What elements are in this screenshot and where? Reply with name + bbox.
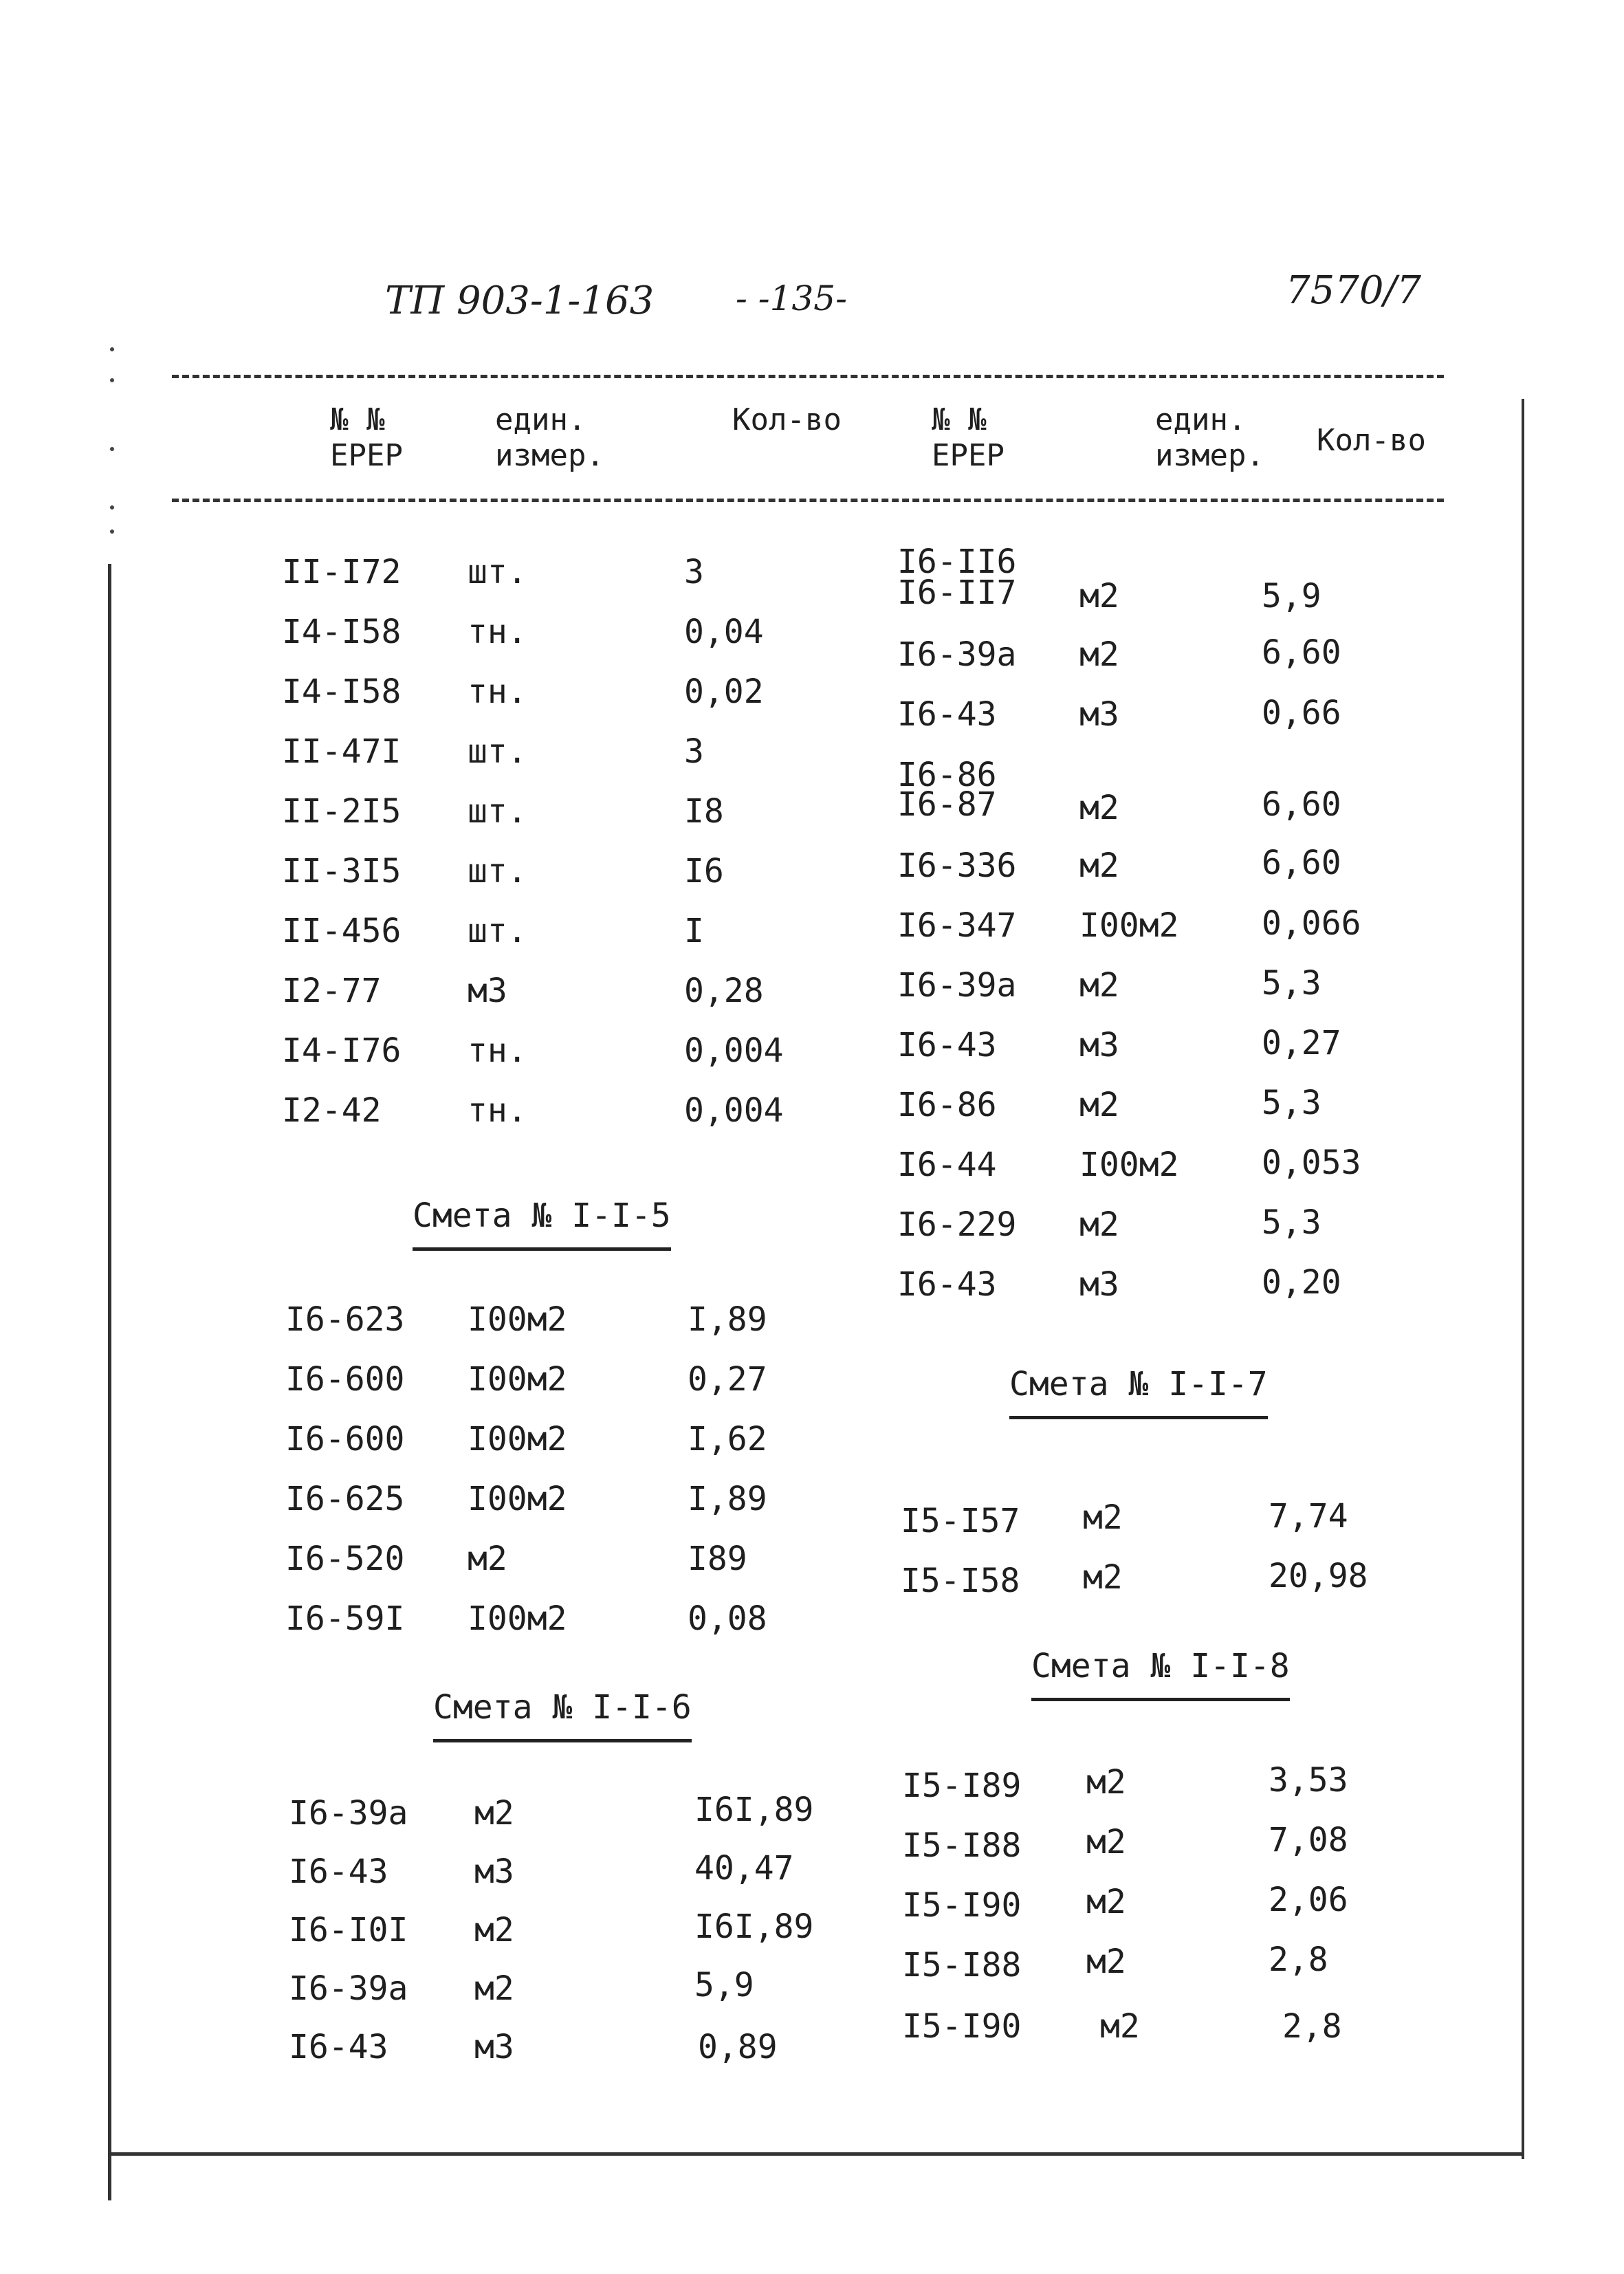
table-cell-qty: I — [684, 912, 704, 950]
section-heading-smeta-1-1-5: Смета № I-I-5 — [413, 1196, 671, 1251]
table-cell-unit: тн. — [468, 1031, 527, 1070]
table-cell-unit: I00м2 — [1079, 1146, 1179, 1184]
table-cell-qty: 0,02 — [684, 673, 764, 711]
table-cell-code: I6-39а — [289, 1794, 408, 1833]
table-cell-code: I6-I0I — [289, 1911, 408, 1949]
table-cell-qty: 5,9 — [1262, 577, 1321, 615]
table-cell-unit: м2 — [1100, 2007, 1140, 2046]
table-cell-unit: шт. — [468, 912, 527, 950]
table-cell-unit: м2 — [474, 1911, 514, 1949]
scan-mark — [110, 529, 114, 534]
table-cell-code: I6-43 — [897, 1265, 997, 1304]
table-cell-unit: I00м2 — [1079, 906, 1179, 945]
table-cell-code: I6-347 — [897, 906, 1017, 945]
table-cell-unit: м3 — [1079, 695, 1119, 734]
table-cell-qty: 0,04 — [684, 613, 764, 651]
table-cell-unit: м3 — [474, 2028, 514, 2066]
section-heading-smeta-1-1-8: Смета № I-I-8 — [1031, 1647, 1290, 1701]
column-header-qty-left: Кол-во — [732, 402, 842, 437]
table-cell-unit: м2 — [1079, 846, 1119, 885]
table-cell-code: I6-86 — [897, 1086, 997, 1124]
table-cell-qty: 2,8 — [1269, 1940, 1328, 1979]
table-cell-code: I5-I90 — [902, 1886, 1022, 1925]
table-cell-qty: I89 — [688, 1540, 747, 1578]
table-cell-unit: I00м2 — [468, 1420, 567, 1458]
table-cell-unit: м3 — [468, 972, 507, 1010]
table-cell-unit: м2 — [1079, 577, 1119, 615]
table-cell-qty: I6I,89 — [694, 1907, 814, 1946]
table-cell-unit: м3 — [1079, 1026, 1119, 1064]
table-cell-code: I6-520 — [285, 1540, 405, 1578]
table-cell-code: I6-39а — [897, 635, 1017, 674]
table-cell-code: II-47I — [282, 732, 402, 771]
table-cell-qty: 3,53 — [1269, 1761, 1348, 1800]
table-cell-code: I5-I89 — [902, 1767, 1022, 1805]
table-cell-code: I6-39а — [289, 1969, 408, 2008]
table-cell-code: I6-229 — [897, 1205, 1017, 1244]
table-cell-code: I6-86 — [897, 756, 997, 794]
table-cell-unit: I00м2 — [468, 1599, 567, 1638]
table-cell-unit: м3 — [1079, 1265, 1119, 1304]
table-cell-code: I6-43 — [289, 2028, 388, 2066]
table-cell-code: I2-77 — [282, 972, 382, 1010]
table-cell-code: I4-I58 — [282, 613, 402, 651]
table-cell-unit: м2 — [1079, 1086, 1119, 1124]
table-cell-qty: 0,27 — [688, 1360, 767, 1399]
table-cell-unit: тн. — [468, 1091, 527, 1130]
table-cell-qty: 5,3 — [1262, 1084, 1321, 1122]
table-cell-qty: 6,60 — [1262, 785, 1341, 824]
table-cell-qty: I,89 — [688, 1480, 767, 1518]
table-cell-qty: 0,27 — [1262, 1024, 1341, 1062]
table-cell-code: I6-43 — [897, 695, 997, 734]
table-cell-qty: 7,74 — [1269, 1497, 1348, 1535]
table-cell-code: I6-44 — [897, 1146, 997, 1184]
table-cell-unit: м2 — [1086, 1883, 1126, 1921]
table-cell-code: I6-39а — [897, 966, 1017, 1005]
table-cell-code: I6-43 — [897, 1026, 997, 1064]
page-number: - -135- — [736, 278, 848, 318]
table-cell-unit: м2 — [1086, 1823, 1126, 1861]
table-cell-code: I6-II6 — [897, 543, 1017, 581]
table-cell-qty: 0,08 — [688, 1599, 767, 1638]
table-cell-qty: 0,89 — [698, 2028, 778, 2066]
sheet-reference: 7570/7 — [1286, 268, 1422, 313]
table-cell-unit: м2 — [1083, 1498, 1123, 1537]
table-cell-qty: 5,3 — [1262, 1203, 1321, 1242]
table-cell-unit: I00м2 — [468, 1480, 567, 1518]
table-cell-qty: 2,06 — [1269, 1881, 1348, 1919]
table-cell-code: I5-I57 — [901, 1502, 1020, 1540]
table-cell-qty: I6 — [684, 852, 724, 890]
table-cell-code: II-3I5 — [282, 852, 402, 890]
table-cell-unit: м2 — [468, 1540, 507, 1578]
table-cell-qty: 20,98 — [1269, 1557, 1368, 1595]
table-cell-qty: 7,08 — [1269, 1821, 1348, 1859]
scan-mark — [110, 447, 114, 451]
table-cell-code: II-456 — [282, 912, 402, 950]
table-cell-code: I5-I58 — [901, 1562, 1020, 1600]
table-cell-code: I6-43 — [289, 1852, 388, 1891]
table-cell-code: I6-336 — [897, 846, 1017, 885]
table-cell-unit: I00м2 — [468, 1360, 567, 1399]
document-code: ТП 903-1-163 — [385, 278, 655, 323]
table-cell-unit: тн. — [468, 673, 527, 711]
scan-mark — [110, 505, 114, 510]
column-header-code-left: № № ЕРЕР — [330, 402, 403, 473]
right-frame-line — [1522, 399, 1524, 2159]
bottom-frame-line — [108, 2152, 1524, 2156]
table-cell-qty: 0,28 — [684, 972, 764, 1010]
table-cell-qty: I,89 — [688, 1300, 767, 1339]
table-cell-unit: м2 — [1079, 966, 1119, 1005]
table-cell-unit: шт. — [468, 792, 527, 831]
table-cell-qty: I8 — [684, 792, 724, 831]
column-header-qty-right: Кол-во — [1317, 423, 1426, 458]
table-cell-unit: шт. — [468, 732, 527, 771]
table-cell-unit: тн. — [468, 613, 527, 651]
table-cell-qty: 0,053 — [1262, 1144, 1361, 1182]
table-cell-code: I5-I88 — [902, 1946, 1022, 1985]
column-header-unit-left: един. измер. — [495, 402, 604, 473]
table-cell-code: I6-623 — [285, 1300, 405, 1339]
table-cell-unit: м2 — [1083, 1558, 1123, 1597]
table-cell-unit: м3 — [474, 1852, 514, 1891]
section-heading-smeta-1-1-7: Смета № I-I-7 — [1009, 1365, 1268, 1419]
table-cell-qty: 6,60 — [1262, 633, 1341, 672]
table-cell-qty: 6,60 — [1262, 844, 1341, 882]
table-cell-qty: 3 — [684, 553, 704, 591]
scan-mark — [110, 347, 114, 351]
table-cell-code: I6-II7 — [897, 573, 1017, 612]
table-cell-code: II-I72 — [282, 553, 402, 591]
scan-mark — [110, 378, 114, 382]
table-cell-code: I6-59I — [285, 1599, 405, 1638]
table-cell-qty: I6I,89 — [694, 1791, 814, 1829]
table-cell-unit: м2 — [1079, 635, 1119, 674]
table-cell-code: I6-600 — [285, 1360, 405, 1399]
table-cell-unit: шт. — [468, 852, 527, 890]
table-cell-qty: 2,8 — [1282, 2007, 1342, 2046]
table-cell-code: I6-87 — [897, 785, 997, 824]
header-bottom-dashed-rule — [172, 499, 1444, 502]
table-cell-code: II-2I5 — [282, 792, 402, 831]
table-cell-code: I4-I58 — [282, 673, 402, 711]
table-cell-unit: I00м2 — [468, 1300, 567, 1339]
column-header-code-right: № № ЕРЕР — [932, 402, 1005, 473]
table-cell-qty: 0,066 — [1262, 904, 1361, 943]
table-cell-code: I6-600 — [285, 1420, 405, 1458]
table-cell-code: I5-I88 — [902, 1826, 1022, 1865]
table-cell-qty: 0,20 — [1262, 1263, 1341, 1302]
table-cell-qty: 3 — [684, 732, 704, 771]
table-cell-unit: шт. — [468, 553, 527, 591]
table-cell-qty: 0,66 — [1262, 694, 1341, 732]
table-cell-unit: м2 — [1079, 789, 1119, 827]
table-cell-code: I4-I76 — [282, 1031, 402, 1070]
left-frame-line — [108, 564, 111, 2200]
table-cell-code: I2-42 — [282, 1091, 382, 1130]
table-cell-qty: 5,9 — [694, 1966, 754, 2004]
table-cell-unit: м2 — [1086, 1763, 1126, 1802]
header-top-dashed-rule — [172, 375, 1444, 378]
table-cell-code: I6-625 — [285, 1480, 405, 1518]
table-cell-qty: 0,004 — [684, 1091, 784, 1130]
table-cell-code: I5-I90 — [902, 2007, 1022, 2046]
table-cell-unit: м2 — [474, 1794, 514, 1833]
table-cell-unit: м2 — [1079, 1205, 1119, 1244]
table-cell-qty: 40,47 — [694, 1849, 794, 1888]
table-cell-unit: м2 — [474, 1969, 514, 2008]
table-cell-qty: I,62 — [688, 1420, 767, 1458]
table-cell-unit: м2 — [1086, 1943, 1126, 1981]
column-header-unit-right: един. измер. — [1155, 402, 1264, 473]
table-cell-qty: 0,004 — [684, 1031, 784, 1070]
table-cell-qty: 5,3 — [1262, 964, 1321, 1003]
section-heading-smeta-1-1-6: Смета № I-I-6 — [433, 1688, 692, 1742]
